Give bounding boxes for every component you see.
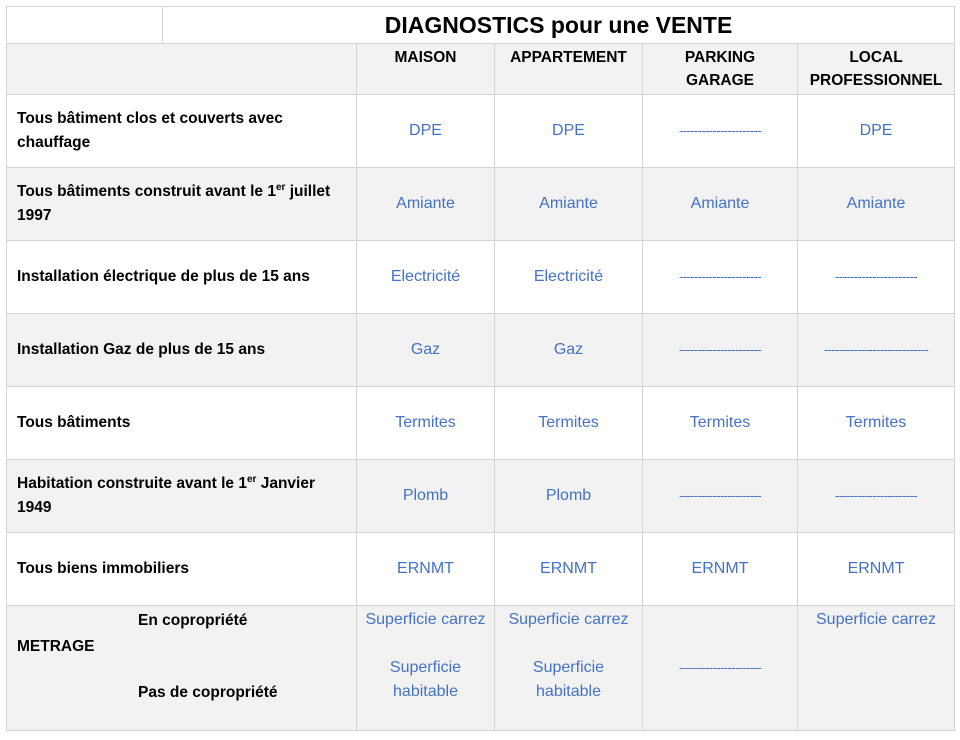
table-row xyxy=(7,533,955,606)
cell-local: ERNMT xyxy=(798,533,955,606)
cell-parking: ---------------------- xyxy=(643,241,798,314)
row-label: Tous biens immobiliers xyxy=(7,533,357,606)
table-row xyxy=(7,314,955,387)
cell-maison: DPE xyxy=(357,95,495,168)
cell-local: Amiante xyxy=(798,168,955,241)
cell-appartement-metrage xyxy=(495,606,643,731)
col-header-maison: MAISON xyxy=(357,44,495,95)
page-title: DIAGNOSTICS pour une VENTE xyxy=(163,7,955,44)
col-header-local-professionnel xyxy=(798,44,955,95)
row-label xyxy=(7,460,357,533)
cell-appartement: Gaz xyxy=(495,314,643,387)
cell-maison: Termites xyxy=(357,387,495,460)
cell-appartement: Amiante xyxy=(495,168,643,241)
metrage-label: METRAGE xyxy=(17,638,95,655)
cell-appartement: Plomb xyxy=(495,460,643,533)
row-label xyxy=(7,168,357,241)
cell-maison: Amiante xyxy=(357,168,495,241)
cell-parking: Termites xyxy=(643,387,798,460)
cell-maison: Plomb xyxy=(357,460,495,533)
table-row xyxy=(7,387,955,460)
appart-habitable: Superficie habitable xyxy=(532,659,605,700)
row-label-text-2: juillet 1997 xyxy=(17,183,331,224)
col-header-parking-label: PARKING GARAGE xyxy=(684,49,756,89)
metrage-row xyxy=(7,606,955,731)
cell-local: ---------------------- xyxy=(798,241,955,314)
row-label: Tous bâtiment clos et couverts avec chauffage xyxy=(7,95,357,168)
row-label-text: Tous bâtiments construit avant le 1 xyxy=(17,183,276,200)
table-row xyxy=(7,168,955,241)
row-label-sup: er xyxy=(275,181,286,193)
row-label: Installation électrique de plus de 15 ans xyxy=(7,241,357,314)
col-header-local-label: LOCAL PROFESSIONNEL xyxy=(809,49,943,89)
maison-habitable: Superficie habitable xyxy=(389,659,462,700)
cell-local: ---------------------------- xyxy=(798,314,955,387)
cell-parking-metrage: ---------------------- xyxy=(643,606,798,731)
cell-local-metrage: Superficie carrez xyxy=(798,606,955,731)
cell-parking: ---------------------- xyxy=(643,314,798,387)
cell-parking: ---------------------- xyxy=(643,460,798,533)
cell-parking: Amiante xyxy=(643,168,798,241)
cell-maison: Electricité xyxy=(357,241,495,314)
row-label-sup: er xyxy=(246,473,257,485)
header-row xyxy=(7,44,955,95)
table-row xyxy=(7,241,955,314)
diagnostics-table xyxy=(6,6,955,731)
cell-local: Termites xyxy=(798,387,955,460)
cell-maison: ERNMT xyxy=(357,533,495,606)
row-label-text-2: Janvier 1949 xyxy=(17,475,316,516)
header-blank-cell xyxy=(7,44,357,95)
cell-appartement: Electricité xyxy=(495,241,643,314)
table-row xyxy=(7,460,955,533)
metrage-label-cell xyxy=(7,606,357,731)
cell-appartement: DPE xyxy=(495,95,643,168)
metrage-sub-label-no-copro: Pas de copropriété xyxy=(138,684,278,701)
cell-local: ---------------------- xyxy=(798,460,955,533)
col-header-appartement: APPARTEMENT xyxy=(495,44,643,95)
title-row xyxy=(7,7,955,44)
row-label: Tous bâtiments xyxy=(7,387,357,460)
col-header-parking-garage xyxy=(643,44,798,95)
maison-carrez: Superficie carrez xyxy=(365,611,486,628)
table-row xyxy=(7,95,955,168)
metrage-label-box xyxy=(7,607,356,729)
row-label-text: Habitation construite avant le 1 xyxy=(17,475,247,492)
cell-local: DPE xyxy=(798,95,955,168)
metrage-sub-label-copro: En copropriété xyxy=(138,612,248,629)
cell-appartement: Termites xyxy=(495,387,643,460)
row-label: Installation Gaz de plus de 15 ans xyxy=(7,314,357,387)
title-blank-cell xyxy=(7,7,163,44)
cell-maison: Gaz xyxy=(357,314,495,387)
cell-appartement: ERNMT xyxy=(495,533,643,606)
appart-carrez: Superficie carrez xyxy=(508,611,629,628)
cell-parking: ERNMT xyxy=(643,533,798,606)
cell-maison-metrage xyxy=(357,606,495,731)
cell-parking: ---------------------- xyxy=(643,95,798,168)
